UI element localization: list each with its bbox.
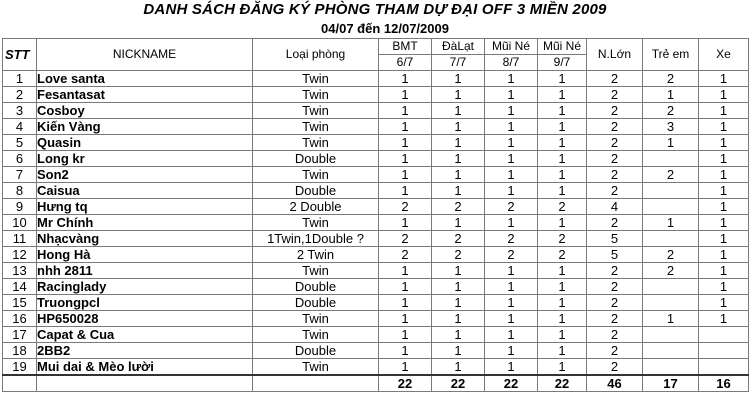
muine-1-cell: 1 — [485, 135, 538, 151]
adults-cell: 2 — [587, 167, 643, 183]
children-cell: 2 — [643, 167, 699, 183]
adults-cell: 2 — [587, 263, 643, 279]
adults-cell: 2 — [587, 71, 643, 87]
nickname-cell: Son2 — [37, 167, 253, 183]
muine-1-cell: 1 — [485, 359, 538, 376]
row-number: 1 — [3, 71, 37, 87]
table-row — [3, 183, 749, 199]
children-cell: 1 — [643, 135, 699, 151]
table-row — [3, 295, 749, 311]
nickname-cell: Love santa — [37, 71, 253, 87]
adults-cell: 2 — [587, 87, 643, 103]
dalat-cell: 1 — [432, 327, 485, 343]
bmt-cell: 2 — [379, 247, 432, 263]
room-type-cell: Double — [253, 343, 379, 359]
dalat-cell: 1 — [432, 71, 485, 87]
nickname-cell: Cosboy — [37, 103, 253, 119]
row-number: 9 — [3, 199, 37, 215]
muine-1-cell: 1 — [485, 87, 538, 103]
children-cell: 1 — [643, 215, 699, 231]
row-number: 6 — [3, 151, 37, 167]
row-number: 16 — [3, 311, 37, 327]
row-number: 14 — [3, 279, 37, 295]
dalat-cell: 1 — [432, 359, 485, 376]
adults-cell: 2 — [587, 327, 643, 343]
muine-1-cell: 1 — [485, 151, 538, 167]
muine-2-cell: 1 — [538, 135, 587, 151]
dalat-cell: 1 — [432, 103, 485, 119]
room-type-cell: Double — [253, 151, 379, 167]
dalat-cell: 1 — [432, 295, 485, 311]
children-cell: 1 — [643, 311, 699, 327]
dalat-cell: 1 — [432, 311, 485, 327]
bmt-cell: 2 — [379, 199, 432, 215]
table-row — [3, 311, 749, 327]
bmt-cell: 1 — [379, 327, 432, 343]
row-number: 19 — [3, 359, 37, 376]
table-row — [3, 103, 749, 119]
adults-cell: 2 — [587, 311, 643, 327]
muine-2-cell: 1 — [538, 295, 587, 311]
table-row — [3, 87, 749, 103]
muine-1-cell: 1 — [485, 311, 538, 327]
header-nickname: NICKNAME — [37, 39, 253, 71]
dalat-cell: 2 — [432, 231, 485, 247]
bmt-cell: 1 — [379, 279, 432, 295]
vehicle-cell: 1 — [699, 167, 749, 183]
muine-2-cell: 1 — [538, 327, 587, 343]
adults-cell: 2 — [587, 103, 643, 119]
muine-2-cell: 1 — [538, 311, 587, 327]
table-row — [3, 263, 749, 279]
table-row — [3, 135, 749, 151]
dalat-cell: 2 — [432, 199, 485, 215]
muine-1-cell: 1 — [485, 295, 538, 311]
room-type-cell: Twin — [253, 87, 379, 103]
dalat-cell: 1 — [432, 263, 485, 279]
nickname-cell: HP650028 — [37, 311, 253, 327]
table-row — [3, 71, 749, 87]
children-cell — [643, 231, 699, 247]
dalat-cell: 1 — [432, 183, 485, 199]
room-type-cell: Twin — [253, 135, 379, 151]
vehicle-cell — [699, 327, 749, 343]
bmt-cell: 1 — [379, 71, 432, 87]
nickname-cell: Racinglady — [37, 279, 253, 295]
nickname-cell: Truongpcl — [37, 295, 253, 311]
nickname-cell: Kiến Vàng — [37, 119, 253, 135]
room-type-cell: Double — [253, 279, 379, 295]
row-number: 13 — [3, 263, 37, 279]
children-cell — [643, 151, 699, 167]
sheet-title: DANH SÁCH ĐĂNG KÝ PHÒNG THAM DỰ ĐẠI OFF 3 MIỀN 2009 — [143, 1, 607, 18]
date-bmt: 6/7 — [379, 55, 432, 71]
vehicle-cell: 1 — [699, 231, 749, 247]
row-number: 17 — [3, 327, 37, 343]
bmt-cell: 1 — [379, 119, 432, 135]
nickname-cell: 2BB2 — [37, 343, 253, 359]
date-muine-1: 8/7 — [485, 55, 538, 71]
row-number: 4 — [3, 119, 37, 135]
room-type-cell: Twin — [253, 71, 379, 87]
children-cell: 1 — [643, 87, 699, 103]
muine-2-cell: 1 — [538, 151, 587, 167]
bmt-cell: 1 — [379, 183, 432, 199]
children-cell: 2 — [643, 247, 699, 263]
nickname-cell: nhh 2811 — [37, 263, 253, 279]
muine-2-cell: 1 — [538, 183, 587, 199]
children-cell — [643, 359, 699, 376]
header-stt: STT — [3, 39, 37, 71]
vehicle-cell: 1 — [699, 199, 749, 215]
muine-2-cell: 1 — [538, 279, 587, 295]
room-type-cell: Twin — [253, 263, 379, 279]
bmt-cell: 2 — [379, 231, 432, 247]
nickname-cell: Hong Hà — [37, 247, 253, 263]
dalat-cell: 1 — [432, 135, 485, 151]
header-dalat: ĐàLạt — [432, 39, 485, 55]
dalat-cell: 1 — [432, 119, 485, 135]
row-number: 11 — [3, 231, 37, 247]
row-number: 8 — [3, 183, 37, 199]
table-row — [3, 279, 749, 295]
children-cell — [643, 183, 699, 199]
registration-table — [2, 38, 749, 392]
room-type-cell: Twin — [253, 311, 379, 327]
room-type-cell: Twin — [253, 215, 379, 231]
table-row — [3, 119, 749, 135]
children-cell — [643, 295, 699, 311]
row-number: 12 — [3, 247, 37, 263]
vehicle-cell: 1 — [699, 263, 749, 279]
adults-cell: 2 — [587, 151, 643, 167]
room-type-cell: 2 Twin — [253, 247, 379, 263]
header-bmt: BMT — [379, 39, 432, 55]
row-number: 10 — [3, 215, 37, 231]
header-vehicle: Xe — [699, 39, 749, 71]
muine-2-cell: 1 — [538, 119, 587, 135]
total-bmt: 22 — [379, 375, 432, 392]
dalat-cell: 1 — [432, 167, 485, 183]
header-room-type: Loại phòng — [253, 39, 379, 71]
table-row — [3, 247, 749, 263]
row-number: 18 — [3, 343, 37, 359]
adults-cell: 5 — [587, 231, 643, 247]
dalat-cell: 1 — [432, 343, 485, 359]
nickname-cell: Hưng tq — [37, 199, 253, 215]
room-type-cell: Twin — [253, 327, 379, 343]
room-type-cell: Twin — [253, 103, 379, 119]
muine-2-cell: 2 — [538, 231, 587, 247]
muine-1-cell: 1 — [485, 71, 538, 87]
nickname-cell: Long kr — [37, 151, 253, 167]
vehicle-cell — [699, 359, 749, 376]
muine-1-cell: 1 — [485, 119, 538, 135]
muine-2-cell: 1 — [538, 71, 587, 87]
muine-2-cell: 1 — [538, 215, 587, 231]
header-muine-1: Mũi Né — [485, 39, 538, 55]
muine-2-cell: 2 — [538, 199, 587, 215]
muine-1-cell: 1 — [485, 183, 538, 199]
muine-1-cell: 1 — [485, 279, 538, 295]
room-type-cell: Double — [253, 295, 379, 311]
adults-cell: 2 — [587, 359, 643, 376]
vehicle-cell: 1 — [699, 103, 749, 119]
header-adults: N.Lớn — [587, 39, 643, 71]
children-cell: 2 — [643, 103, 699, 119]
bmt-cell: 1 — [379, 311, 432, 327]
adults-cell: 5 — [587, 247, 643, 263]
date-range: 04/07 đến 12/07/2009 — [321, 21, 449, 36]
muine-1-cell: 1 — [485, 215, 538, 231]
row-number: 7 — [3, 167, 37, 183]
adults-cell: 2 — [587, 183, 643, 199]
bmt-cell: 1 — [379, 215, 432, 231]
nickname-cell: Nhạcvàng — [37, 231, 253, 247]
vehicle-cell: 1 — [699, 135, 749, 151]
muine-2-cell: 1 — [538, 87, 587, 103]
dalat-cell: 1 — [432, 279, 485, 295]
table-row — [3, 231, 749, 247]
bmt-cell: 1 — [379, 135, 432, 151]
dalat-cell: 1 — [432, 215, 485, 231]
children-cell: 2 — [643, 263, 699, 279]
row-number: 5 — [3, 135, 37, 151]
row-number: 2 — [3, 87, 37, 103]
room-type-cell: Twin — [253, 119, 379, 135]
vehicle-cell: 1 — [699, 151, 749, 167]
vehicle-cell: 1 — [699, 119, 749, 135]
room-type-cell: Twin — [253, 359, 379, 376]
nickname-cell: Quasin — [37, 135, 253, 151]
muine-1-cell: 2 — [485, 231, 538, 247]
adults-cell: 2 — [587, 119, 643, 135]
total-vehicle: 16 — [699, 375, 749, 392]
totals-row — [3, 375, 749, 392]
muine-1-cell: 1 — [485, 263, 538, 279]
dalat-cell: 2 — [432, 247, 485, 263]
muine-1-cell: 1 — [485, 343, 538, 359]
table-row — [3, 199, 749, 215]
dalat-cell: 1 — [432, 151, 485, 167]
vehicle-cell — [699, 343, 749, 359]
vehicle-cell: 1 — [699, 295, 749, 311]
adults-cell: 4 — [587, 199, 643, 215]
children-cell — [643, 343, 699, 359]
adults-cell: 2 — [587, 135, 643, 151]
vehicle-cell: 1 — [699, 247, 749, 263]
children-cell: 3 — [643, 119, 699, 135]
room-type-cell: 2 Double — [253, 199, 379, 215]
muine-2-cell: 1 — [538, 359, 587, 376]
bmt-cell: 1 — [379, 295, 432, 311]
table-row — [3, 343, 749, 359]
room-type-cell: Double — [253, 183, 379, 199]
bmt-cell: 1 — [379, 103, 432, 119]
table-row — [3, 167, 749, 183]
adults-cell: 2 — [587, 343, 643, 359]
total-dalat: 22 — [432, 375, 485, 392]
children-cell: 2 — [643, 71, 699, 87]
adults-cell: 2 — [587, 215, 643, 231]
vehicle-cell: 1 — [699, 311, 749, 327]
vehicle-cell: 1 — [699, 87, 749, 103]
muine-2-cell: 1 — [538, 103, 587, 119]
children-cell — [643, 327, 699, 343]
total-children: 17 — [643, 375, 699, 392]
vehicle-cell: 1 — [699, 183, 749, 199]
muine-1-cell: 1 — [485, 103, 538, 119]
children-cell — [643, 279, 699, 295]
bmt-cell: 1 — [379, 151, 432, 167]
muine-1-cell: 2 — [485, 247, 538, 263]
room-type-cell: Twin — [253, 167, 379, 183]
nickname-cell: Capat & Cua — [37, 327, 253, 343]
muine-2-cell: 1 — [538, 167, 587, 183]
muine-2-cell: 1 — [538, 343, 587, 359]
date-dalat: 7/7 — [432, 55, 485, 71]
dalat-cell: 1 — [432, 87, 485, 103]
vehicle-cell: 1 — [699, 215, 749, 231]
bmt-cell: 1 — [379, 167, 432, 183]
room-type-cell: 1Twin,1Double ? — [253, 231, 379, 247]
nickname-cell: Caisua — [37, 183, 253, 199]
row-number: 15 — [3, 295, 37, 311]
total-muine-1: 22 — [485, 375, 538, 392]
muine-1-cell: 2 — [485, 199, 538, 215]
vehicle-cell: 1 — [699, 279, 749, 295]
table-row — [3, 215, 749, 231]
adults-cell: 2 — [587, 279, 643, 295]
nickname-cell: Fesantasat — [37, 87, 253, 103]
header-muine-2: Mũi Né — [538, 39, 587, 55]
adults-cell: 2 — [587, 295, 643, 311]
row-number: 3 — [3, 103, 37, 119]
muine-1-cell: 1 — [485, 167, 538, 183]
table-row — [3, 327, 749, 343]
muine-2-cell: 1 — [538, 263, 587, 279]
bmt-cell: 1 — [379, 263, 432, 279]
children-cell — [643, 199, 699, 215]
date-muine-2: 9/7 — [538, 55, 587, 71]
nickname-cell: Mr Chính — [37, 215, 253, 231]
total-adults: 46 — [587, 375, 643, 392]
table-row — [3, 151, 749, 167]
muine-2-cell: 2 — [538, 247, 587, 263]
table-row — [3, 359, 749, 376]
bmt-cell: 1 — [379, 87, 432, 103]
bmt-cell: 1 — [379, 359, 432, 376]
total-muine-2: 22 — [538, 375, 587, 392]
bmt-cell: 1 — [379, 343, 432, 359]
muine-1-cell: 1 — [485, 327, 538, 343]
nickname-cell: Mui dai & Mèo lười — [37, 359, 253, 376]
header-children: Trẻ em — [643, 39, 699, 71]
vehicle-cell: 1 — [699, 71, 749, 87]
header-row — [3, 39, 749, 55]
